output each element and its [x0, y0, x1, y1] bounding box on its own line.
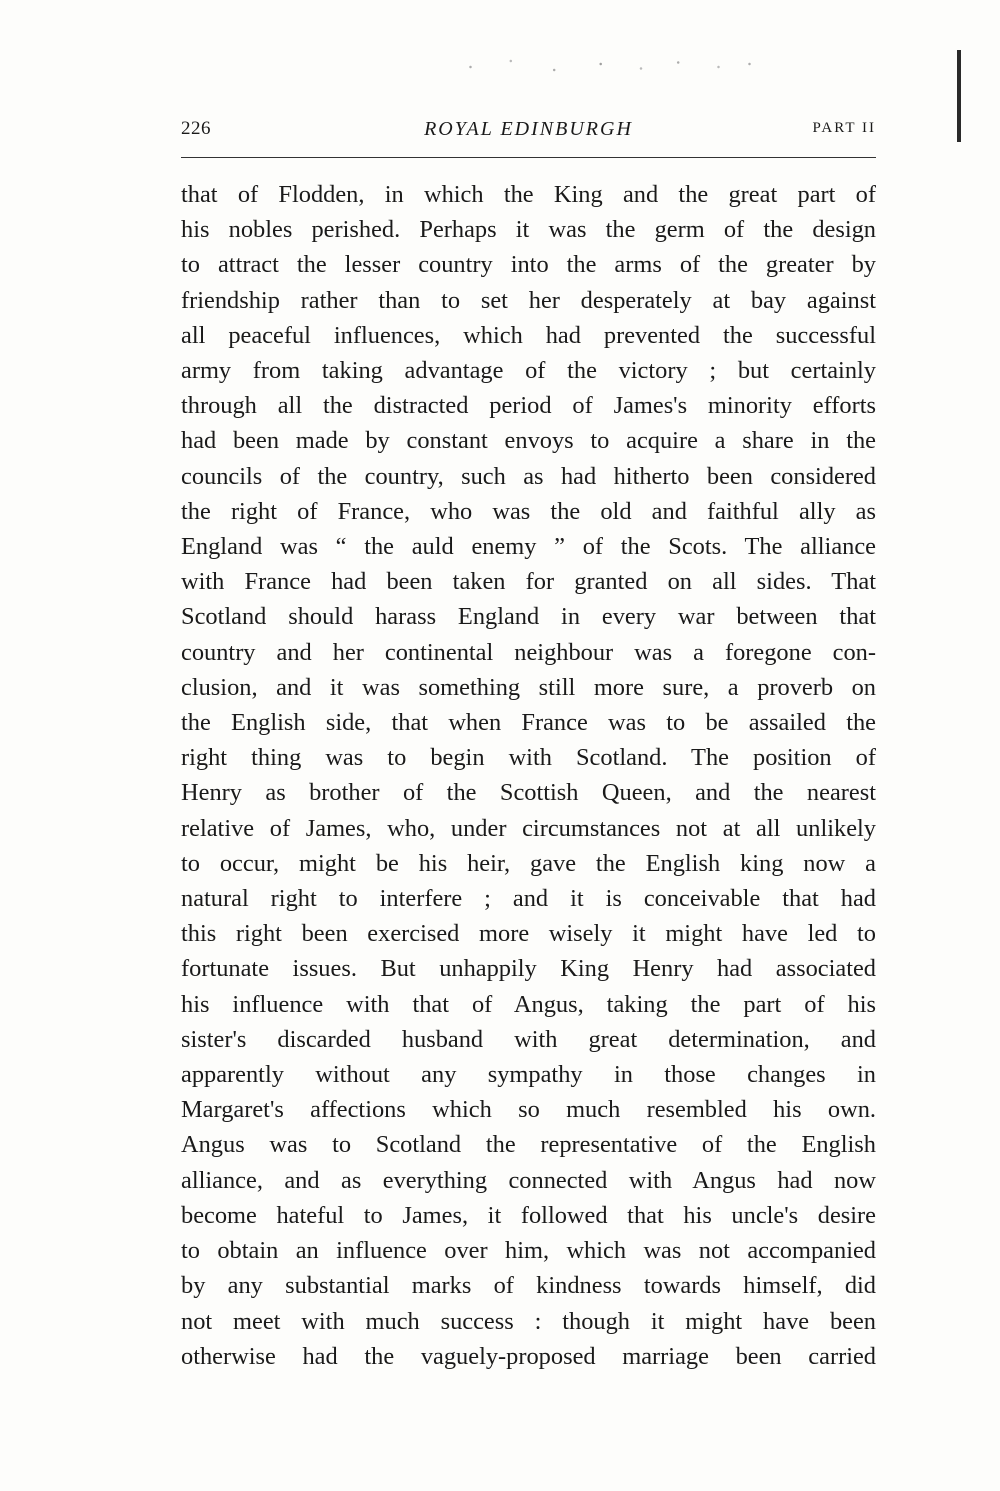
- text-line: councils of the country, such as had hitherto been considered: [181, 462, 876, 490]
- text-line: England was “ the auld enemy ” of the Scots. The alliance: [181, 533, 876, 561]
- scan-edge-mark: [957, 50, 961, 142]
- text-line: that of Flodden, in which the King and the great part of: [181, 181, 876, 208]
- page-header: [181, 118, 876, 148]
- text-line: Scotland should harass England in every war between that: [181, 603, 876, 631]
- text-line: country and her continental neighbour was a foregone con-: [181, 638, 876, 666]
- text-line: this right been exercised more wisely it might have led to: [181, 920, 876, 948]
- text-line: army from taking advantage of the victory ; but certainly: [181, 357, 876, 385]
- text-line: friendship rather than to set her desperately at bay against: [181, 286, 876, 314]
- text-line: his influence with that of Angus, taking the part of his: [181, 990, 876, 1018]
- text-line: sister's discarded husband with great determination, and: [181, 1025, 876, 1053]
- text-line: Henry as brother of the Scottish Queen, and the nearest: [181, 779, 876, 807]
- text-line: otherwise had the vaguely-proposed marriage been carried: [181, 1342, 876, 1370]
- body-text: [181, 177, 876, 1374]
- text-line: his nobles perished. Perhaps it was the germ of the design: [181, 216, 876, 244]
- text-line: alliance, and as everything connected with Angus had now: [181, 1166, 876, 1194]
- page-number: 226: [181, 118, 211, 139]
- text-line: the right of France, who was the old and faithful ally as: [181, 497, 876, 525]
- scan-speckles: [455, 52, 765, 82]
- text-line: to occur, might be his heir, gave the English king now a: [181, 849, 876, 877]
- text-line: Margaret's affections which so much resembled his own.: [181, 1096, 876, 1124]
- running-title: ROYAL EDINBURGH: [424, 118, 633, 140]
- text-line: to attract the lesser country into the arms of the greater by: [181, 251, 876, 279]
- text-line: by any substantial marks of kindness towards himself, did: [181, 1272, 876, 1300]
- text-line: to obtain an influence over him, which was not accompanied: [181, 1237, 876, 1265]
- text-line: right thing was to begin with Scotland. The position of: [181, 744, 876, 772]
- text-line: relative of James, who, under circumstances not at all unlikely: [181, 814, 876, 842]
- text-line: not meet with much success : though it might have been: [181, 1307, 876, 1335]
- part-label: PART II: [812, 120, 876, 136]
- text-line: fortunate issues. But unhappily King Henry had associated: [181, 955, 876, 983]
- text-line: natural right to interfere ; and it is conceivable that had: [181, 885, 876, 913]
- text-line: apparently without any sympathy in those changes in: [181, 1061, 876, 1089]
- text-line: Angus was to Scotland the representative of the English: [181, 1131, 876, 1159]
- text-line: through all the distracted period of James's minority efforts: [181, 392, 876, 420]
- text-line: become hateful to James, it followed that his uncle's desire: [181, 1201, 876, 1229]
- text-line: all peaceful influences, which had prevented the successful: [181, 321, 876, 349]
- header-rule: [181, 157, 876, 158]
- text-line: had been made by constant envoys to acquire a share in the: [181, 427, 876, 455]
- text-line: the English side, that when France was to be assailed the: [181, 709, 876, 737]
- text-line: clusion, and it was something still more sure, a proverb on: [181, 673, 876, 701]
- text-line: with France had been taken for granted on all sides. That: [181, 568, 876, 596]
